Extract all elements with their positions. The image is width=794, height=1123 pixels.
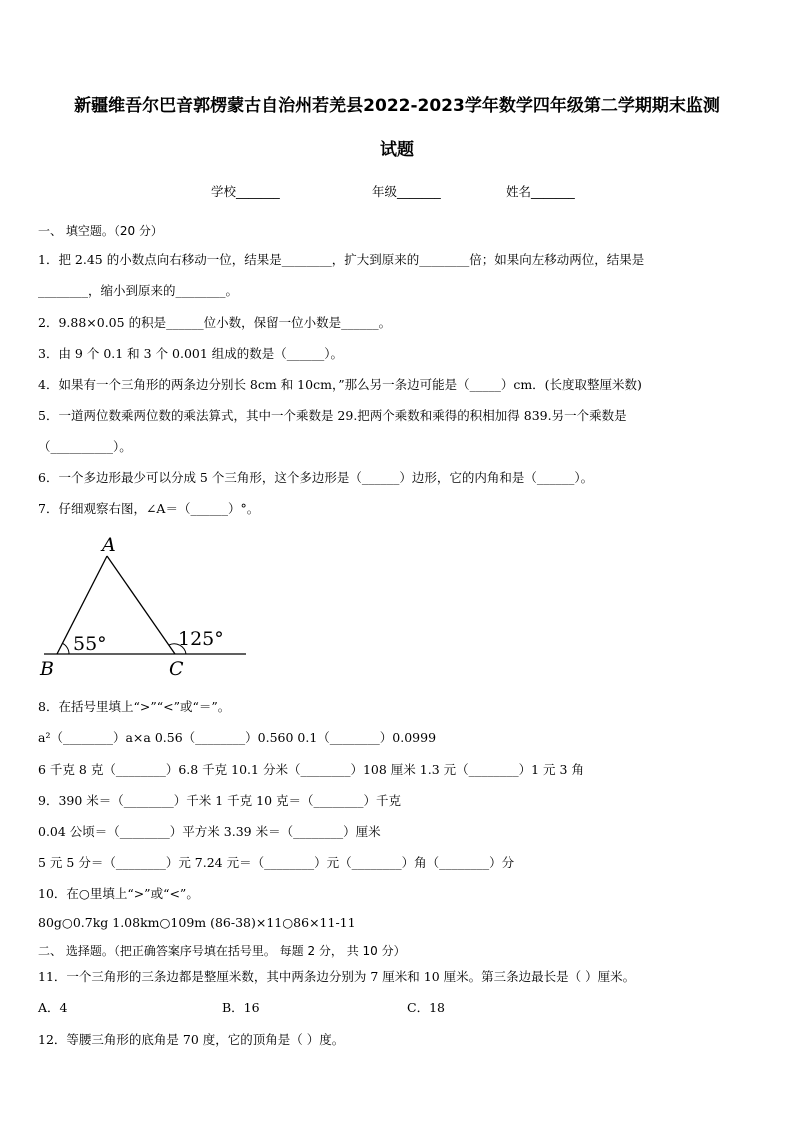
- side-ac: [107, 556, 175, 654]
- question-12: 12．等腰三角形的底角是 70 度，它的顶角是（ ）度。: [38, 1032, 345, 1047]
- vertex-c-label: C: [169, 658, 184, 680]
- question-10-items: 80g○0.7kg 1.08km○109m (86-38)×11○86×11-11: [38, 915, 356, 930]
- question-9-row-1: 9．390 米＝（________）千米 1 千克 10 克＝（________）千克: [38, 793, 402, 808]
- title-line-2: 试题: [380, 140, 414, 160]
- vertex-b-label: B: [40, 658, 54, 680]
- question-1-line-1: 1．把 2.45 的小数点向右移动一位，结果是________，扩大到原来的________倍；如果向左移动两位，结果是: [38, 252, 645, 267]
- question-10: 10．在○里填上“>”或“<”。: [38, 886, 199, 901]
- question-9-row-3: 5 元 5 分＝（________）元 7.24 元＝（________）元（________）角（________）分: [38, 855, 515, 870]
- question-1-line-2: ________，缩小到原来的________。: [38, 283, 239, 298]
- triangle-figure: [36, 530, 251, 680]
- grade-field: 年级_______: [372, 184, 441, 199]
- question-5-line-2: （__________）。: [38, 439, 132, 454]
- question-4: 4．如果有一个三角形的两条边分别长 8cm 和 10cm，”那么另一条边可能是（_____）cm．(长度取整厘米数): [38, 377, 642, 392]
- title-line-1: 新疆维吾尔巴音郭楞蒙古自治州若羌县2022-2023学年数学四年级第二学期期末监测: [74, 96, 720, 116]
- question-9-row-2: 0.04 公顷＝（________）平方米 3.39 米＝（________）厘米: [38, 824, 381, 839]
- angle-b-value: 55°: [73, 633, 107, 655]
- question-2: 2．9.88×0.05 的积是______位小数，保留一位小数是______。: [38, 315, 392, 330]
- vertex-a-label: A: [102, 534, 116, 556]
- question-6: 6．一个多边形最少可以分成 5 个三角形，这个多边形是（______）边形，它的内角和是（______）。: [38, 470, 594, 485]
- angle-b-arc: [63, 643, 70, 654]
- angle-c-exterior-value: 125°: [178, 628, 224, 650]
- question-11-option-a: A．4: [38, 1000, 68, 1015]
- question-11-option-b: B．16: [222, 1000, 260, 1015]
- question-11-option-c: C．18: [407, 1000, 445, 1015]
- section-2-heading: 二、 选择题。（把正确答案序号填在括号里。 每题 2 分， 共 10 分）: [38, 944, 406, 958]
- name-field: 姓名_______: [506, 184, 575, 199]
- question-11: 11．一个三角形的三条边都是整厘米数，其中两条边分别为 7 厘米和 10 厘米。第三条边最长是（ ）厘米。: [38, 969, 636, 984]
- question-7: 7．仔细观察右图，∠A＝（______）°。: [38, 501, 260, 516]
- question-8-row-1: a²（________）a×a 0.56（________）0.560 0.1（________）0.0999: [38, 730, 437, 745]
- question-5-line-1: 5．一道两位数乘两位数的乘法算式，其中一个乘数是 29.把两个乘数和乘得的积相加得 839.另一个乘数是: [38, 408, 627, 423]
- question-3: 3．由 9 个 0.1 和 3 个 0.001 组成的数是（______）。: [38, 346, 344, 361]
- question-8: 8．在括号里填上“>”“<”或“＝”。: [38, 699, 231, 714]
- school-field: 学校_______: [211, 184, 280, 199]
- section-1-heading: 一、 填空题。（20 分）: [38, 224, 163, 238]
- question-8-row-2: 6 千克 8 克（________）6.8 千克 10.1 分米（________）108 厘米 1.3 元（________）1 元 3 角: [38, 762, 584, 777]
- exam-title: [30, 84, 764, 172]
